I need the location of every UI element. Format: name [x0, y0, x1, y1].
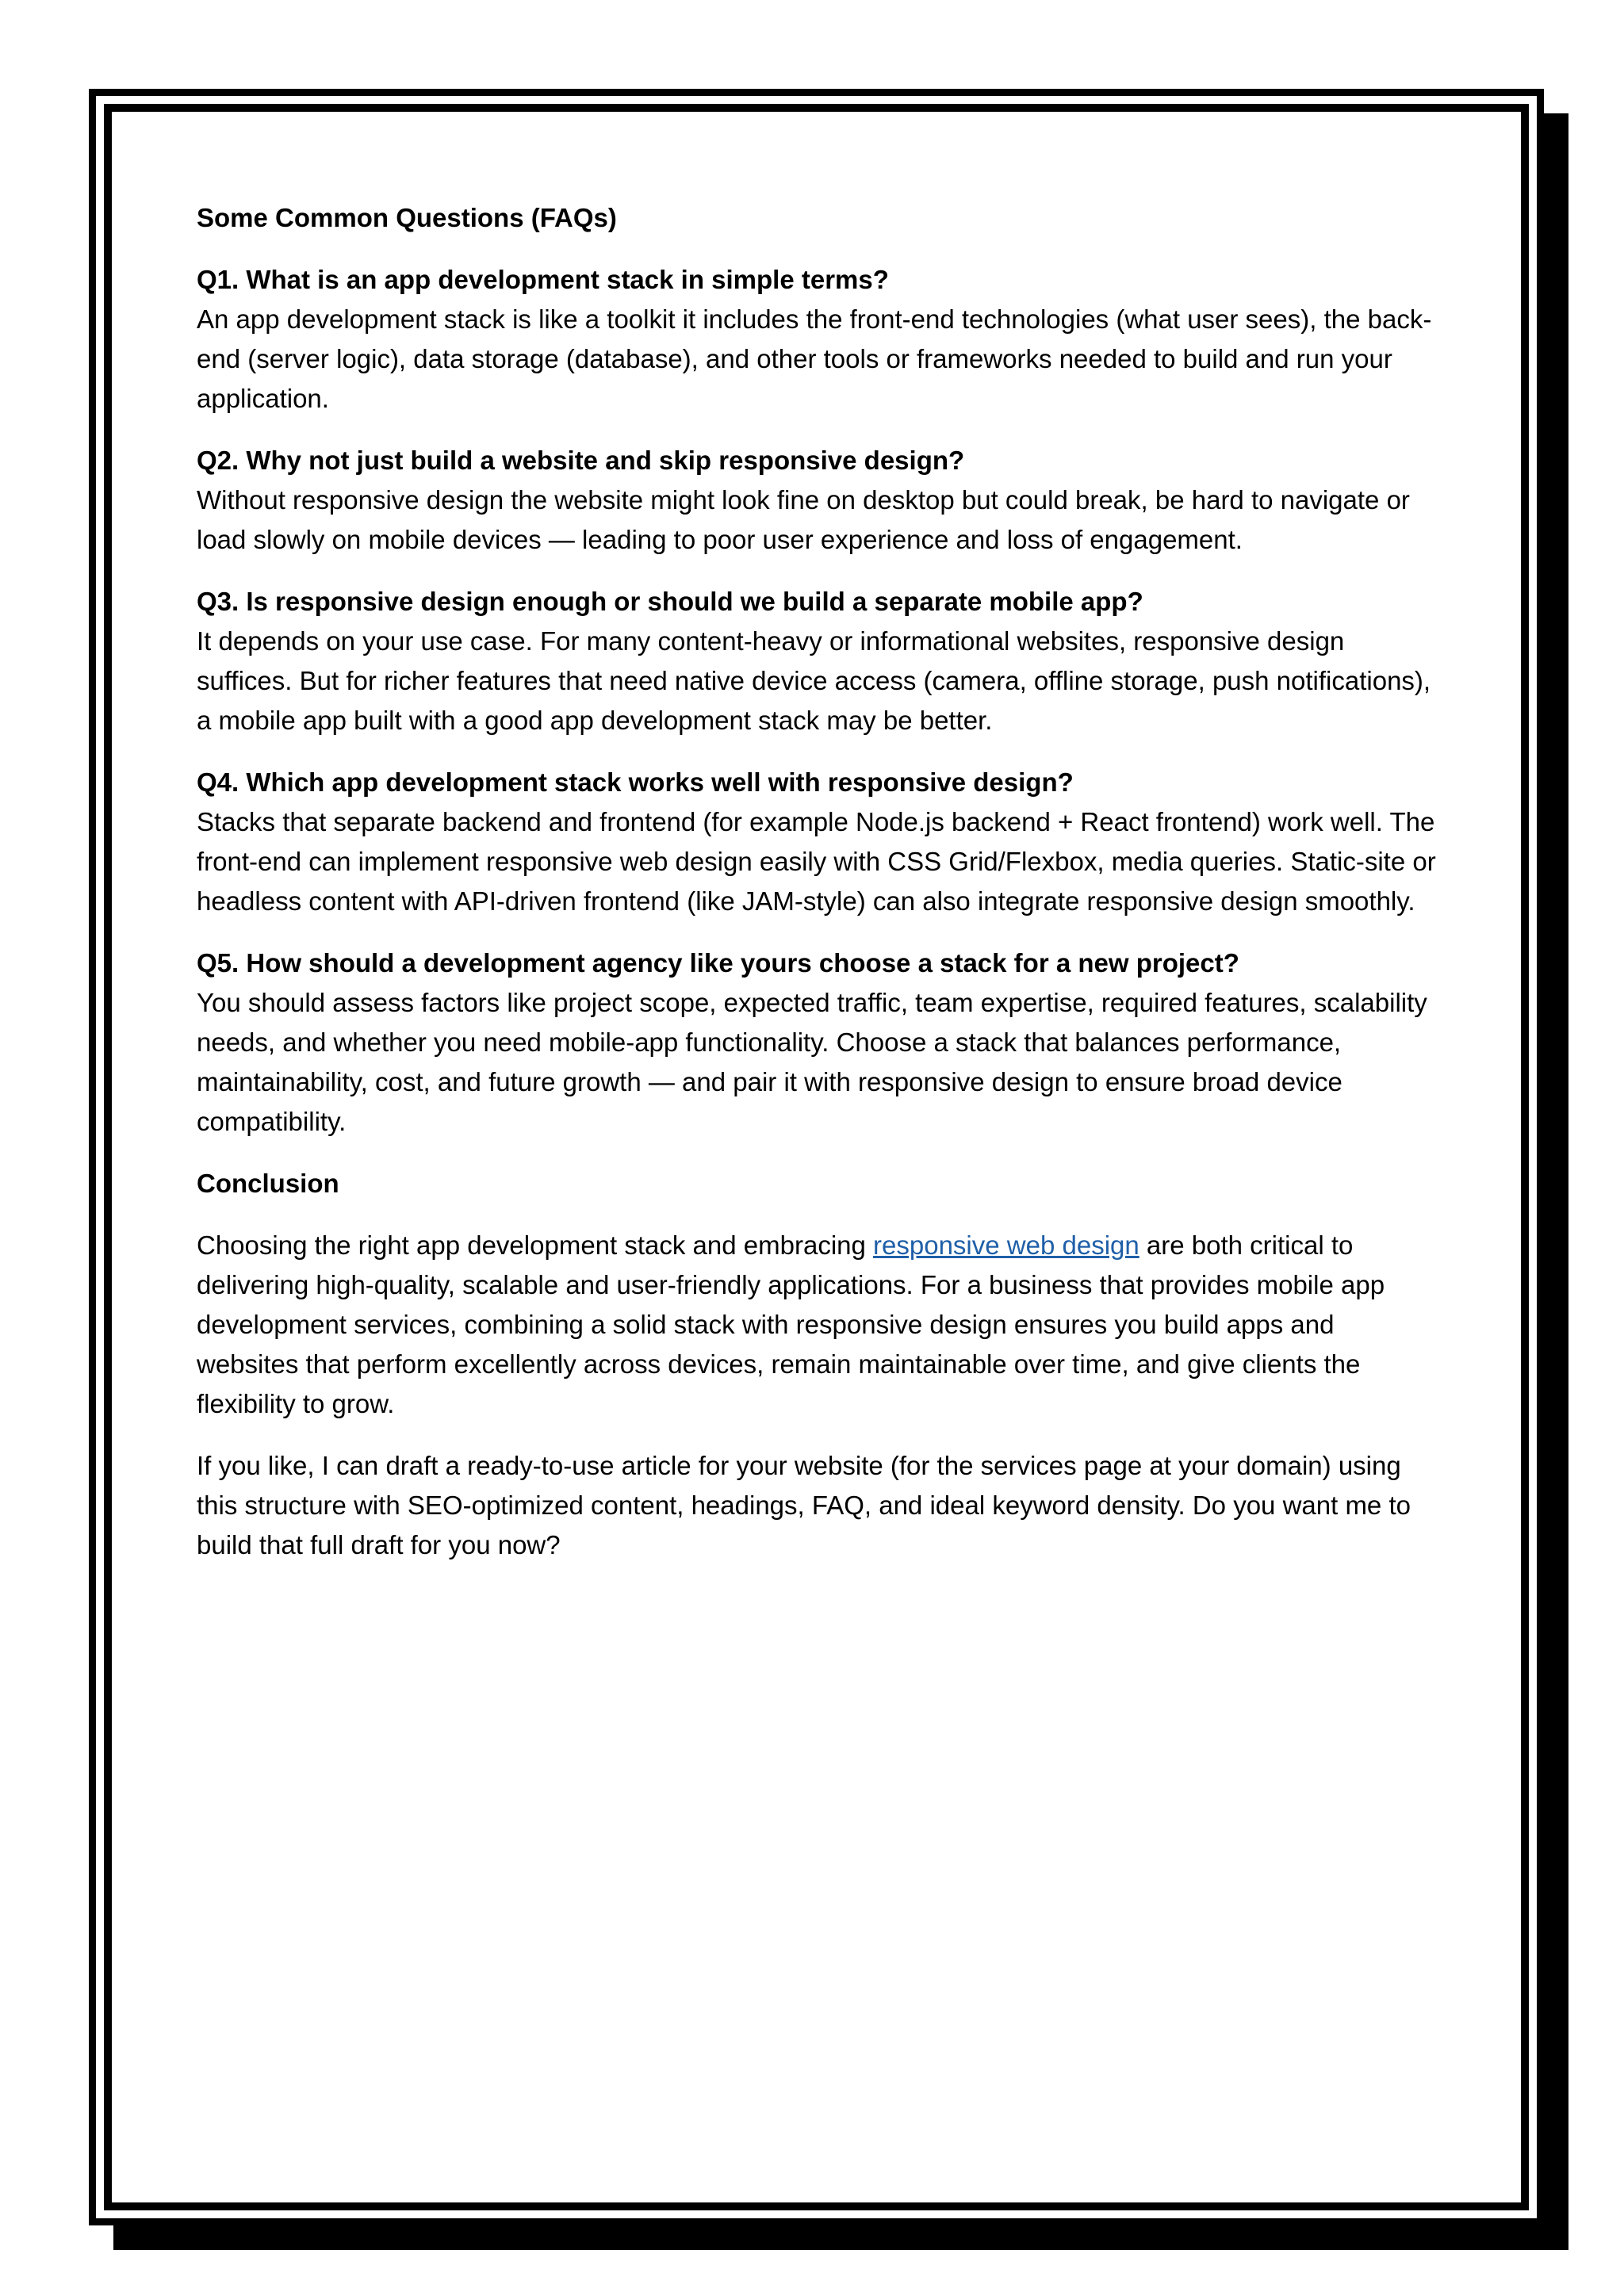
- faq-answer: An app development stack is like a toolkit it includes the front-end technologies (what user sees), the back-end (server logic), data storage (database), and other tools or frameworks needed to build and run your application.: [197, 304, 1432, 413]
- faq-question: Q5. How should a development agency like yours choose a stack for a new project?: [197, 948, 1239, 978]
- faq-item: [197, 943, 1443, 1142]
- faq-answer: It depends on your use case. For many content-heavy or informational websites, responsive design suffices. But for richer features that need native device access (camera, offline storage, push notifications), a mobile app built with a good app development stack may be better.: [197, 626, 1431, 735]
- offer-paragraph: If you like, I can draft a ready-to-use article for your website (for the services page at your domain) using this structure with SEO-optimized content, headings, FAQ, and ideal keyword density. Do you want me to build that full draft for you now?: [197, 1451, 1411, 1559]
- conclusion-text-before-link: Choosing the right app development stack and embracing: [197, 1230, 874, 1260]
- conclusion-heading: Conclusion: [197, 1169, 339, 1198]
- conclusion-text-after-link: are both critical to delivering high-quality, scalable and user-friendly applications. For a business that provides mobile app development services, combining a solid stack with responsive design ensures you build apps and websites that perform excellently across devices, remain maintainable over time, and give clients the flexibility to grow.: [197, 1230, 1385, 1418]
- faq-item: [197, 763, 1443, 921]
- faq-answer: Without responsive design the website might look fine on desktop but could break, be hard to navigate or load slowly on mobile devices — leading to poor user experience and loss of engagement.: [197, 485, 1410, 554]
- faq-question: Q3. Is responsive design enough or should we build a separate mobile app?: [197, 587, 1143, 616]
- faq-answer: Stacks that separate backend and frontend (for example Node.js backend + React frontend) work well. The front-end can implement responsive web design easily with CSS Grid/Flexbox, media queries. Static-site or headless content with API-driven frontend (like JAM-style) can also integrate responsive design smoothly.: [197, 807, 1436, 916]
- conclusion-paragraph: [197, 1226, 1443, 1424]
- document-content: [197, 198, 1443, 1587]
- faq-item: [197, 260, 1443, 419]
- faq-heading: Some Common Questions (FAQs): [197, 203, 617, 232]
- faq-item: [197, 441, 1443, 560]
- faq-question: Q4. Which app development stack works well with responsive design?: [197, 767, 1074, 797]
- faq-question: Q2. Why not just build a website and skip responsive design?: [197, 446, 965, 475]
- responsive-web-design-link[interactable]: responsive web design: [873, 1230, 1139, 1260]
- faq-answer: You should assess factors like project scope, expected traffic, team expertise, required features, scalability needs, and whether you need mobile-app functionality. Choose a stack that balances performance, maintainability, cost, and future growth — and pair it with responsive design to ensure broad device compatibility.: [197, 988, 1427, 1136]
- faq-item: [197, 582, 1443, 740]
- faq-question: Q1. What is an app development stack in simple terms?: [197, 265, 889, 294]
